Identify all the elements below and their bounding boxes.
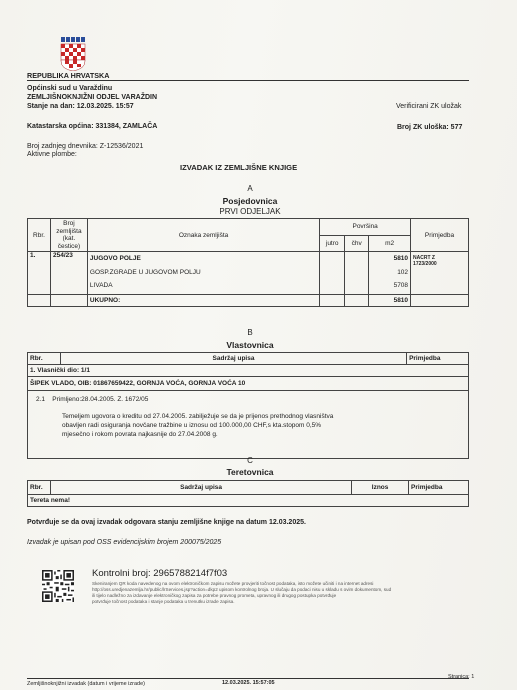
col-note: Primjedba bbox=[409, 481, 469, 495]
control-text-1: Skeniranjem QR koda navedenog na ovom elektroničkom zapisu možete provjeriti točnost podataka, isto možete učiniti i na internet adresi bbox=[92, 581, 374, 586]
section-a-title: Posjedovnica bbox=[222, 196, 278, 206]
col-content: Sadržaj upisa bbox=[60, 353, 406, 365]
row-parcel: 254/23 bbox=[50, 252, 87, 295]
section-a-letter: A bbox=[247, 184, 253, 193]
col-rbr: Rbr. bbox=[28, 481, 51, 495]
no-encumbrance: Tereta nema! bbox=[28, 495, 469, 507]
col-note: Primjedba bbox=[411, 219, 469, 252]
col-land-designation: Oznaka zemljišta bbox=[87, 219, 319, 252]
row-m2: 5810 102 5708 bbox=[369, 252, 411, 295]
col-jutro: jutro bbox=[320, 235, 345, 252]
section-c-title: Teretovnica bbox=[226, 467, 274, 477]
col-m2: m2 bbox=[369, 235, 411, 252]
ownership-table bbox=[27, 352, 469, 459]
col-rbr: Rbr. bbox=[28, 219, 51, 252]
col-note: Primjedba bbox=[407, 353, 469, 365]
col-content: Sadržaj upisa bbox=[50, 481, 351, 495]
encumbrance-table bbox=[27, 480, 469, 507]
section-a-subtitle: PRVI ODJELJAK bbox=[219, 207, 281, 216]
footer-left: Zemljišnoknjižni izvadak (datum i vrijeme izrade) bbox=[27, 681, 145, 687]
section-c-letter: C bbox=[247, 456, 253, 465]
confirmation-text: Potvrđuje se da ovaj izvadak odgovara stanju zemljišne knjige na datum 12.03.2025. bbox=[27, 519, 306, 526]
header-divider bbox=[27, 80, 469, 81]
row-designation: JUGOVO POLJE GOSP.ZGRADE U JUGOVOM POLJU LIVADA bbox=[87, 252, 319, 295]
country-name: REPUBLIKA HRVATSKA bbox=[27, 71, 110, 80]
total-row bbox=[28, 295, 469, 307]
verified-label: Verificirani ZK uložak bbox=[396, 103, 462, 110]
ownership-share: 1. Vlasnički dio: 1/1 bbox=[28, 365, 469, 377]
footer-divider bbox=[27, 678, 469, 679]
control-text-4: potvrđuje točnost podataka i stanje podataka u trenutku izrade zapisa. bbox=[92, 599, 235, 604]
page-number: Stranica: 1 bbox=[448, 674, 475, 680]
zk-number: Broj ZK uloška: 577 bbox=[397, 124, 463, 131]
table-row bbox=[28, 252, 469, 295]
cadastral-municipality: Katastarska općina: 331384, ZAMLAČA bbox=[27, 123, 158, 130]
possession-table bbox=[27, 218, 469, 307]
last-diary-number: Broj zadnjeg dnevnika: Z-12536/2021 bbox=[27, 143, 144, 150]
document-title: IZVADAK IZ ZEMLJIŠNE KNJIGE bbox=[180, 163, 298, 172]
active-seals: Aktivne plombe: bbox=[27, 151, 77, 158]
entry-text-1: Temeljem ugovora o kreditu od 27.04.2005. zabilježuje se da je prijenos prethodnog vlasništva bbox=[62, 413, 334, 420]
footer-timestamp: 12.03.2025. 15:57:05 bbox=[222, 680, 275, 686]
section-b-letter: B bbox=[247, 328, 253, 337]
owner-name: ŠIPEK VLADO, OIB: 01867659422, GORNJA VOĆA, GORNJA VOĆA 10 bbox=[28, 377, 469, 391]
entry-text-3: mjesečno i rokom povrata najkasnije do 27.04.2008 g. bbox=[62, 431, 218, 438]
entry-received: Primljeno:28.04.2005. Z. 1672/05 bbox=[52, 396, 149, 403]
control-text-2: http://oss.uredjenazemlja.hr/public/lrServices.jsp?action=dkp2 upisom kontrolnog broja. U slučaju da podaci nisu u skladu s ovim dokumentom, sud bbox=[92, 587, 392, 592]
col-parcel-number: Broj zemljišta (kat. čestice) bbox=[50, 219, 87, 252]
entry-text-2: obavljen radi osiguranja novčane tražbine u iznosu od 100.000,00 CHF,s kta.stopom 0,5% bbox=[62, 422, 322, 429]
col-amount: Iznos bbox=[352, 481, 409, 495]
row-rbr: 1. bbox=[28, 252, 51, 295]
row-note: NACRT Z 1723/2000 bbox=[411, 252, 469, 295]
col-chv: čhv bbox=[345, 235, 369, 252]
oss-note: Izvadak je upisan pod OSS evidencijskim brojem 200075/2025 bbox=[27, 539, 222, 546]
entry-number: 2.1 bbox=[36, 396, 46, 403]
control-text-3: ili tijelo nadležno za izdavanje elektroničkog zapisa za potrebe pravnog prometa, upravnog ili drugog postupka potvrđuje bbox=[92, 593, 337, 598]
table-row bbox=[28, 391, 469, 459]
total-label: UKUPNO: bbox=[87, 295, 319, 307]
status-date: Stanje na dan: 12.03.2025. 15:57 bbox=[27, 103, 134, 110]
col-rbr: Rbr. bbox=[28, 353, 61, 365]
qr-code-icon bbox=[42, 570, 74, 602]
total-value: 5810 bbox=[369, 295, 411, 307]
col-area: Površina bbox=[320, 219, 411, 236]
croatian-coat-of-arms-icon bbox=[58, 37, 88, 71]
court-name: Općinski sud u Varaždinu bbox=[27, 85, 113, 92]
section-b-title: Vlastovnica bbox=[226, 340, 274, 350]
department-name: ZEMLJIŠNOKNJIŽNI ODJEL VARAŽDIN bbox=[27, 94, 158, 101]
control-number: Kontrolni broj: 2965788214f7f03 bbox=[92, 568, 228, 579]
